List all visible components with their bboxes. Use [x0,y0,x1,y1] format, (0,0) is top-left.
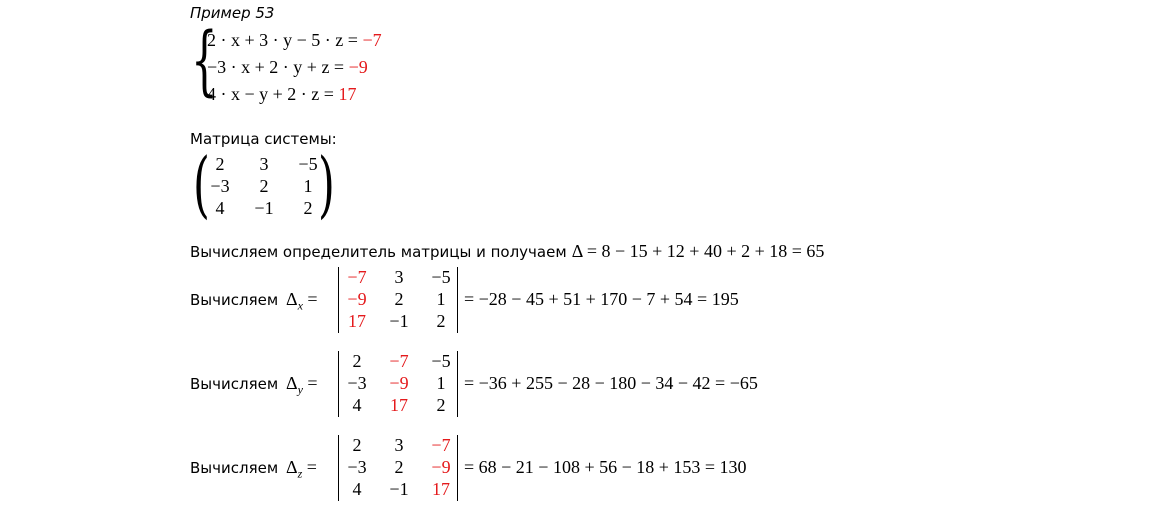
delta-x-matrix: −7 3 −5 −9 2 1 17 −1 2 [347,267,451,331]
delta-y-label: Вычисляем [190,375,279,393]
delta-x-label: Вычисляем [190,291,279,309]
system-brace: { [191,15,218,104]
delta-y-matrix: 2 −7 −5 −3 −9 1 4 17 2 [347,351,451,415]
example-title: Пример 53 [190,4,275,22]
delta-x-symbol: $\Delta_x$ = [286,289,318,313]
delta-z-result: = 68 − 21 − 108 + 56 − 18 + 153 = 130 [464,457,747,477]
delta-z-label: Вычисляем [190,459,279,477]
delta-y-right-bar [457,351,458,417]
equation-2: −3 · x + 2 · y + z = −9 [207,57,368,77]
matrix-left-paren: ( [193,142,210,226]
equation-1: 2 · x + 3 · y − 5 · z = −7 [207,30,382,50]
determinant-line: Вычисляем определитель матрицы и получаем Δ = 8 − 15 + 12 + 40 + 2 + 18 = 65 [190,241,825,261]
delta-x-result: = −28 − 45 + 51 + 170 − 7 + 54 = 195 [464,289,739,309]
delta-y-symbol: $\Delta_y$ = [286,373,318,397]
system-matrix: 2 3 −5 −3 2 1 4 −1 2 [210,154,318,218]
matrix-right-paren: ) [318,142,335,226]
delta-z-right-bar [457,435,458,501]
equation-3: 4 · x − y + 2 · z = 17 [207,84,357,104]
delta-y-result: = −36 + 255 − 28 − 180 − 34 − 42 = −65 [464,373,758,393]
delta-z-symbol: $\Delta_z$ = [286,457,317,481]
delta-z-matrix: 2 3 −7 −3 2 −9 4 −1 17 [347,435,451,499]
delta-x-right-bar [457,267,458,333]
matrix-label: Матрица системы: [190,130,337,148]
